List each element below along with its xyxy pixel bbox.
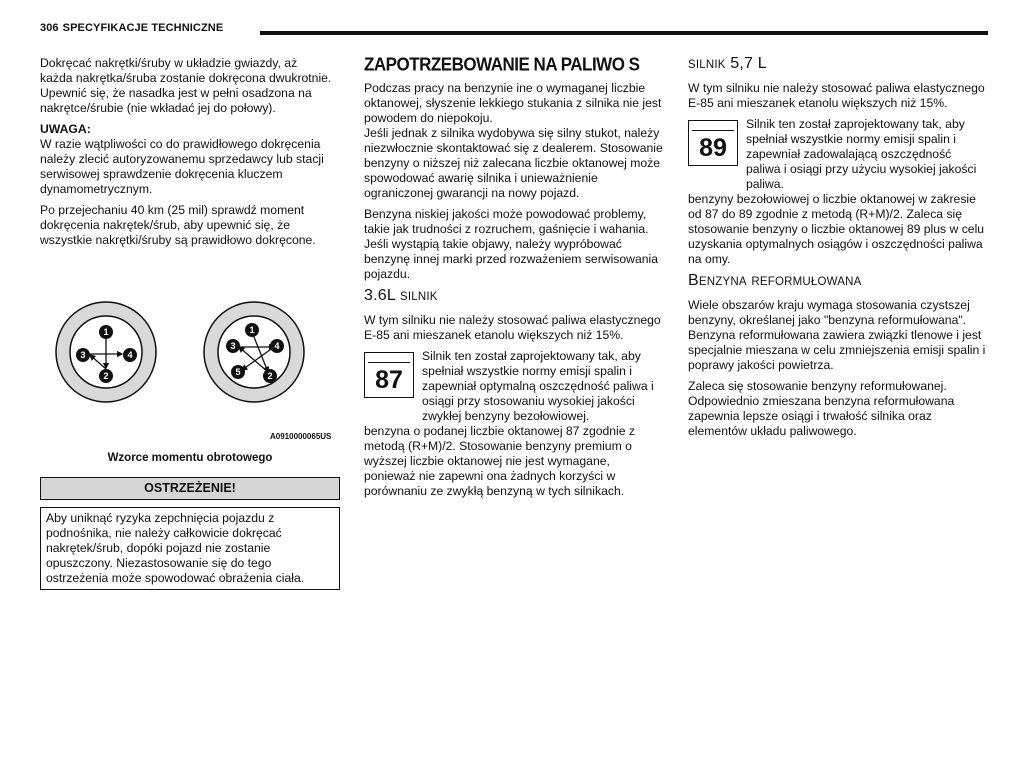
wheel1-lug-2: 2 (103, 371, 109, 381)
engine-57-octane-text: benzyny bezołowiowej o liczbie oktanowej w zakresie od 87 do 89 zgodnie z metodą (R+M)/2. Zaleca się stosowanie benzyny o liczbie oktanowej 89 plus w celu uzyskania optymalnych osiągów i oszczędności paliwa na omy. (688, 192, 985, 266)
octane-89-number: 89 (699, 134, 727, 162)
wheel2-lug-1: 1 (249, 325, 255, 335)
fuel-quality-text: Benzyna niskiej jakości może powodować problemy, takie jak trudności z rozruchem, gaśnięcie i wahania. Jeśli wystąpią takie objawy, należy wypróbować benzynę innej marki przed rozważeniem serwisowania pojazdu. (364, 207, 658, 281)
engine-36-label: SILNIK (400, 291, 438, 303)
engine-57-heading (688, 56, 988, 73)
column-middle (364, 53, 664, 505)
octane-87-label (364, 352, 414, 398)
octane-89-label (688, 120, 738, 166)
octane-87-number: 87 (375, 366, 403, 394)
engine-36-size: 3.6L (364, 287, 396, 304)
reformulated-initial: B (688, 272, 699, 289)
wheel-four-lug (56, 302, 156, 402)
wheel1-lug-3: 3 (80, 350, 86, 360)
octane-87-block (364, 349, 664, 424)
engine-57-label: SILNIK (688, 59, 726, 71)
reformulated-heading (688, 273, 988, 290)
wheel2-lug-2: 2 (267, 371, 273, 381)
reformulated-word: ENZYNA (698, 276, 747, 288)
torque-instructions: Dokręcać nakrętki/śruby w układzie gwiazdy, aż każda nakrętka/śruba zostanie dokręcona dwukrotnie. Upewnić się, że nasadka jest w pełni osadzona na nakrętce/śrubie (nie wkładać jej do połowy). (40, 56, 332, 115)
fuel-knock-text: Podczas pracy na benzynie ine o wymaganej liczbie oktanowej, słyszenie lekkiego stukania z silnika nie jest powodem do niepokoju. (364, 81, 662, 125)
note-text: W razie wątpliwości co do prawidłowego dokręcenia należy zlecić autoryzowanemu sprzedawcy lub stacji serwisowej sprawdzenie dokręcenia kluczem dynamometrycznym. (40, 137, 324, 196)
wheel-five-lug (204, 302, 304, 402)
octane-89-text: Silnik ten został zaprojektowany tak, aby spełniał wszystkie normy emisji spalin i zapewniał zadowalającą oszczędność paliwa i osiągi przy użyciu wysokiej jakości paliwa. (746, 117, 977, 191)
page-header (40, 22, 223, 34)
wheel2-lug-4: 4 (274, 341, 280, 351)
warning-text: Aby uniknąć ryzyka zepchnięcia pojazdu z podnośnika, nie należy całkowicie dokręcać nakrętek/śrub, dopóki pojazd nie zostanie opuszczony. Niezastosowanie się do tego ostrzeżenia może spowodować obrażenia ciała. (40, 507, 340, 590)
wheel2-lug-3: 3 (230, 341, 236, 351)
fuel-dealer-text: Jeśli jednak z silnika wydobywa się silny stukot, należy niezwłocznie skontaktować się z dealerem. Stosowanie benzyny o niższej niż zalecana liczbie oktanowej może spowodować awarię silnika i unieważnienie ograniczonej gwarancji na nowy pojazd. (364, 126, 663, 200)
wheel2-lug-5: 5 (235, 367, 241, 377)
wheel1-lug-4: 4 (127, 350, 133, 360)
wheel1-lug-1: 1 (103, 327, 109, 337)
recheck-text: Po przejechaniu 40 km (25 mil) sprawdź moment dokręcenia nakrętek/śrub, aby upewnić się, że wszystkie nakrętki/śruby są prawidłowo dokręcone. (40, 203, 316, 247)
section-title: SPECYFIKACJE TECHNICZNE (62, 22, 224, 34)
engine-57-size: 5,7 L (730, 55, 767, 72)
column-right (688, 56, 988, 445)
reformulated-recommendation: Zaleca się stosowanie benzyny reformułowanej. Odpowiednio zmieszana benzyna reformułowana zapewnia lepsze osiągi i trwałość silnika oraz elementów układu paliwowego. (688, 379, 955, 438)
octane-89-block (688, 117, 988, 192)
octane-87-text: Silnik ten został zaprojektowany tak, aby spełniał wszystkie normy emisji spalin i zapewniał optymalną oszczędność paliwa i osiągi przy stosowaniu wysokiej jakości zwykłej benzyny bezołowiowej. (422, 349, 654, 423)
figure-code: A0910000065US (270, 432, 332, 441)
warning-heading: OSTRZEŻENIE! (40, 477, 340, 500)
page-number: 306 (40, 22, 59, 34)
fuel-requirements-heading: ZAPOTRZEBOWANIE NA PALIWO S (364, 53, 640, 75)
engine-57-e85-text: W tym silniku nie należy stosować paliwa elastycznego E-85 ani mieszanek etanolu większych niż 15%. (688, 81, 985, 110)
note-heading: UWAGA: (40, 122, 91, 136)
column-left (40, 56, 332, 254)
figure-caption: Wzorce momentu obrotowego (107, 452, 273, 464)
engine-36-heading (364, 288, 664, 305)
engine-36-octane-text: benzyna o podanej liczbie oktanowej 87 zgodnie z metodą (R+M)/2. Stosowanie benzyny premium o wyższej liczbie oktanowej nie jest wymagane, ponieważ nie zapewni ona żadnych korzyści w porównaniu ze zwykłą benzyną w tych silnikach. (364, 424, 636, 498)
torque-pattern-figure (40, 300, 340, 475)
header-rule (260, 31, 988, 35)
engine-36-e85-text: W tym silniku nie należy stosować paliwa elastycznego E-85 ani mieszanek etanolu większych niż 15%. (364, 313, 661, 342)
reformulated-label: REFORMUŁOWANA (751, 276, 862, 288)
reformulated-text: Wiele obszarów kraju wymaga stosowania czystszej benzyny, określanej jako "benzyna reformułowana". Benzyna reformułowana zawiera związki tlenowe i jest specjalnie mieszana w celu zmniejszenia emisji spalin i poprawy jakości powietrza. (688, 298, 986, 372)
